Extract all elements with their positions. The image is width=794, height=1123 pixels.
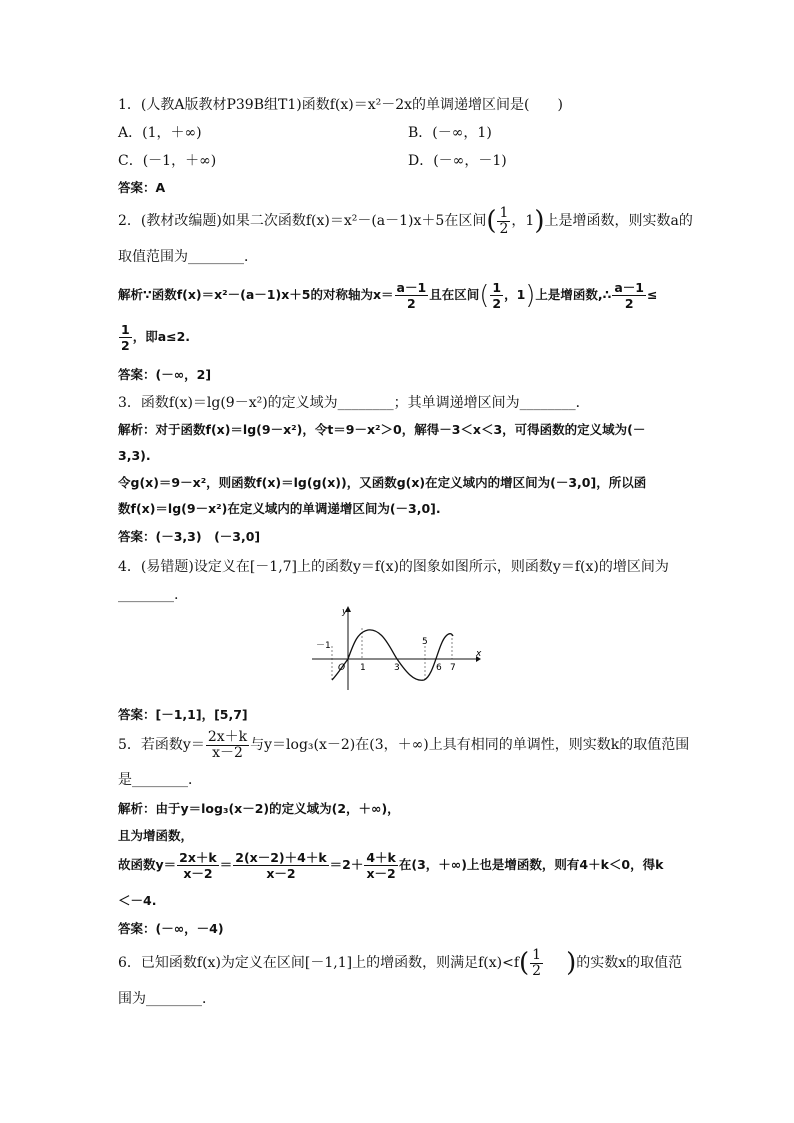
q5-stem-line2: 是________．	[118, 772, 202, 788]
q6-stem-line2: 围为________．	[118, 991, 216, 1007]
q3-solution-line3: 令g(x)＝9－x²，则函数f(x)＝lg(g(x))，又函数g(x)在定义域内的增区间为(－3,0]，所以函	[118, 475, 647, 490]
q5-stem-tail: 与y＝log₃(x－2)在(3，＋∞)上具有相同的单调性，则实数k的取值范围	[250, 737, 690, 753]
q2-solution-line2	[118, 320, 190, 354]
q6-stem-text: 6．已知函数f(x)为定义在区间[－1,1]上的增函数，则满足f(x)<f	[118, 955, 520, 971]
label-x: x	[476, 649, 482, 659]
q5-sol-tail: 在(3，＋∞)上也是增函数，则有4＋k＜0，得k	[398, 857, 664, 872]
frac-num: a－1	[614, 280, 645, 295]
q3-solution-line1: 解析：对于函数f(x)＝lg(9－x²)，令t＝9－x²＞0，解得－3＜x＜3，可得函数的定义域为(－	[118, 422, 646, 437]
q2-stem-line1: 2．(教材改编题)如果二次函数f(x)＝x²－(a－1)x＋5在区间( $\frac{1}{2}$ ，1)上是增函数，则实数a的	[118, 204, 693, 237]
q3-stem: 3．函数f(x)＝lg(9－x²)的定义域为________；其单调递增区间为________．	[118, 395, 590, 411]
q1-option-b: B．(－∞，1)	[408, 125, 492, 141]
q2-stem-text: 2．(教材改编题)如果二次函数f(x)＝x²－(a－1)x＋5在区间	[118, 213, 487, 229]
frac-den: 2	[532, 962, 542, 979]
q5-solution-line3	[118, 847, 663, 883]
q2-fraction-a-2	[612, 280, 646, 311]
q1-stem: 1．(人教A版教材P39B组T1)函数f(x)＝x²－2x的单调递增区间是( )	[118, 97, 563, 113]
frac-den: x－2	[212, 744, 243, 761]
q5-sol-fraction3	[364, 850, 398, 881]
frac-num: 2x＋k	[179, 850, 217, 865]
q5-solution-line4: ＜－4.	[118, 893, 157, 908]
q6-stem-tail: 的实数x的取值范	[576, 955, 683, 971]
q6-stem-line1: 6．已知函数f(x)为定义在区间[－1,1]上的增函数，则满足f(x)<f( $\frac{1}{2}$ )的实数x的取值范	[118, 946, 683, 979]
label-tick3: 3	[394, 663, 400, 673]
frac-num: 2x＋k	[207, 728, 248, 745]
q5-answer: 答案：(－∞，－4)	[118, 921, 224, 936]
q5-sol-plus: ＝2＋	[329, 857, 364, 872]
q5-sol-text: 故函数y＝	[118, 857, 177, 872]
label-tick6: 6	[436, 663, 442, 673]
q4-function-graph	[310, 604, 485, 692]
label-tick5: 5	[422, 637, 428, 647]
q5-stem-line1	[118, 728, 689, 762]
q1-option-a: A．(1，＋∞)	[118, 125, 202, 141]
q2-sol-conclusion: ，即a≤2.	[132, 329, 191, 344]
q2-sol-le: ≤	[647, 287, 658, 302]
frac-num: 1	[121, 322, 130, 337]
q6-fraction	[530, 948, 543, 979]
q2-stem-line2: 取值范围为________．	[118, 249, 258, 265]
q5-sol-eq: ＝	[219, 857, 233, 872]
q1-answer: 答案：A	[118, 180, 166, 195]
label-tick1: 1	[360, 663, 366, 673]
q5-sol-fraction1	[177, 850, 219, 881]
q2-solution-line1: 解析∵函数f(x)＝x²－(a－1)x＋5的对称轴为x＝ $\frac{a-1}{2}$ 且在区间( $\frac{1}{2}$ ，1)上是增函数,∴ $\frac{a-1}{2}$ ≤	[118, 280, 658, 311]
q3-solution-line4: 数f(x)＝lg(9－x²)在定义域内的单调递增区间为(－3,0].	[118, 501, 441, 516]
label-y: y	[342, 607, 348, 617]
frac-num: 2(x－2)＋4＋k	[235, 850, 327, 865]
q5-solution-line2: 且为增函数，	[118, 828, 194, 843]
q4-stem-line2: ________.	[118, 587, 179, 603]
q2-sol-text3: 上是增函数,∴	[535, 287, 612, 302]
q3-solution-line2: 3,3).	[118, 448, 151, 463]
q3-answer: 答案：(－3,3) (－3,0]	[118, 529, 261, 544]
q5-fraction	[206, 730, 249, 761]
frac-num: 1	[492, 280, 502, 295]
frac-den: 2	[121, 338, 130, 353]
frac-den: 2	[492, 296, 502, 311]
q5-solution-line1: 解析：由于y＝log₃(x－2)的定义域为(2，＋∞)，	[118, 801, 400, 816]
label-minus1: －1	[316, 641, 331, 651]
frac-den: 2	[407, 296, 416, 311]
q1-option-c: C．(－1，＋∞)	[118, 153, 217, 169]
label-tick7: 7	[450, 663, 456, 673]
q2-fraction-a	[395, 280, 429, 311]
q2-sol-text: 解析∵函数f(x)＝x²－(a－1)x＋5的对称轴为x＝	[118, 287, 394, 302]
frac-den: x－2	[266, 866, 296, 881]
q2-stem-interval: ，1	[511, 213, 535, 229]
label-origin: O	[338, 663, 346, 673]
frac-den: x－2	[366, 866, 396, 881]
q1-options-row1	[118, 124, 688, 142]
q2-fraction-half-3	[119, 322, 132, 353]
q4-stem-line1: 4．(易错题)设定义在[－1,7]上的函数y＝f(x)的图象如图所示，则函数y＝f(x)的增区间为	[118, 559, 669, 575]
function-curve	[332, 630, 453, 680]
q2-fraction-half	[497, 206, 510, 237]
q2-fraction-half-2	[490, 280, 503, 311]
q2-sol-text2: 且在区间	[429, 287, 480, 302]
frac-num: 1	[532, 946, 542, 963]
frac-den: x－2	[183, 866, 213, 881]
q1-option-d: D．(－∞，－1)	[408, 153, 507, 169]
q2-stem-tail: 上是增函数，则实数a的	[544, 213, 693, 229]
frac-den: 2	[624, 296, 634, 311]
frac-num: a－1	[396, 280, 427, 295]
q2-answer: 答案：(－∞，2]	[118, 367, 212, 382]
frac-num: 4＋k	[366, 850, 396, 865]
frac-num: 1	[499, 204, 509, 221]
q5-stem-text: 5．若函数y＝	[118, 737, 205, 753]
q5-sol-fraction2	[233, 850, 328, 881]
q4-answer: 答案：[－1,1]，[5,7]	[118, 707, 248, 722]
q1-options-row2	[118, 152, 688, 170]
q2-sol-interval: ，1	[504, 287, 526, 302]
frac-den: 2	[499, 220, 509, 237]
